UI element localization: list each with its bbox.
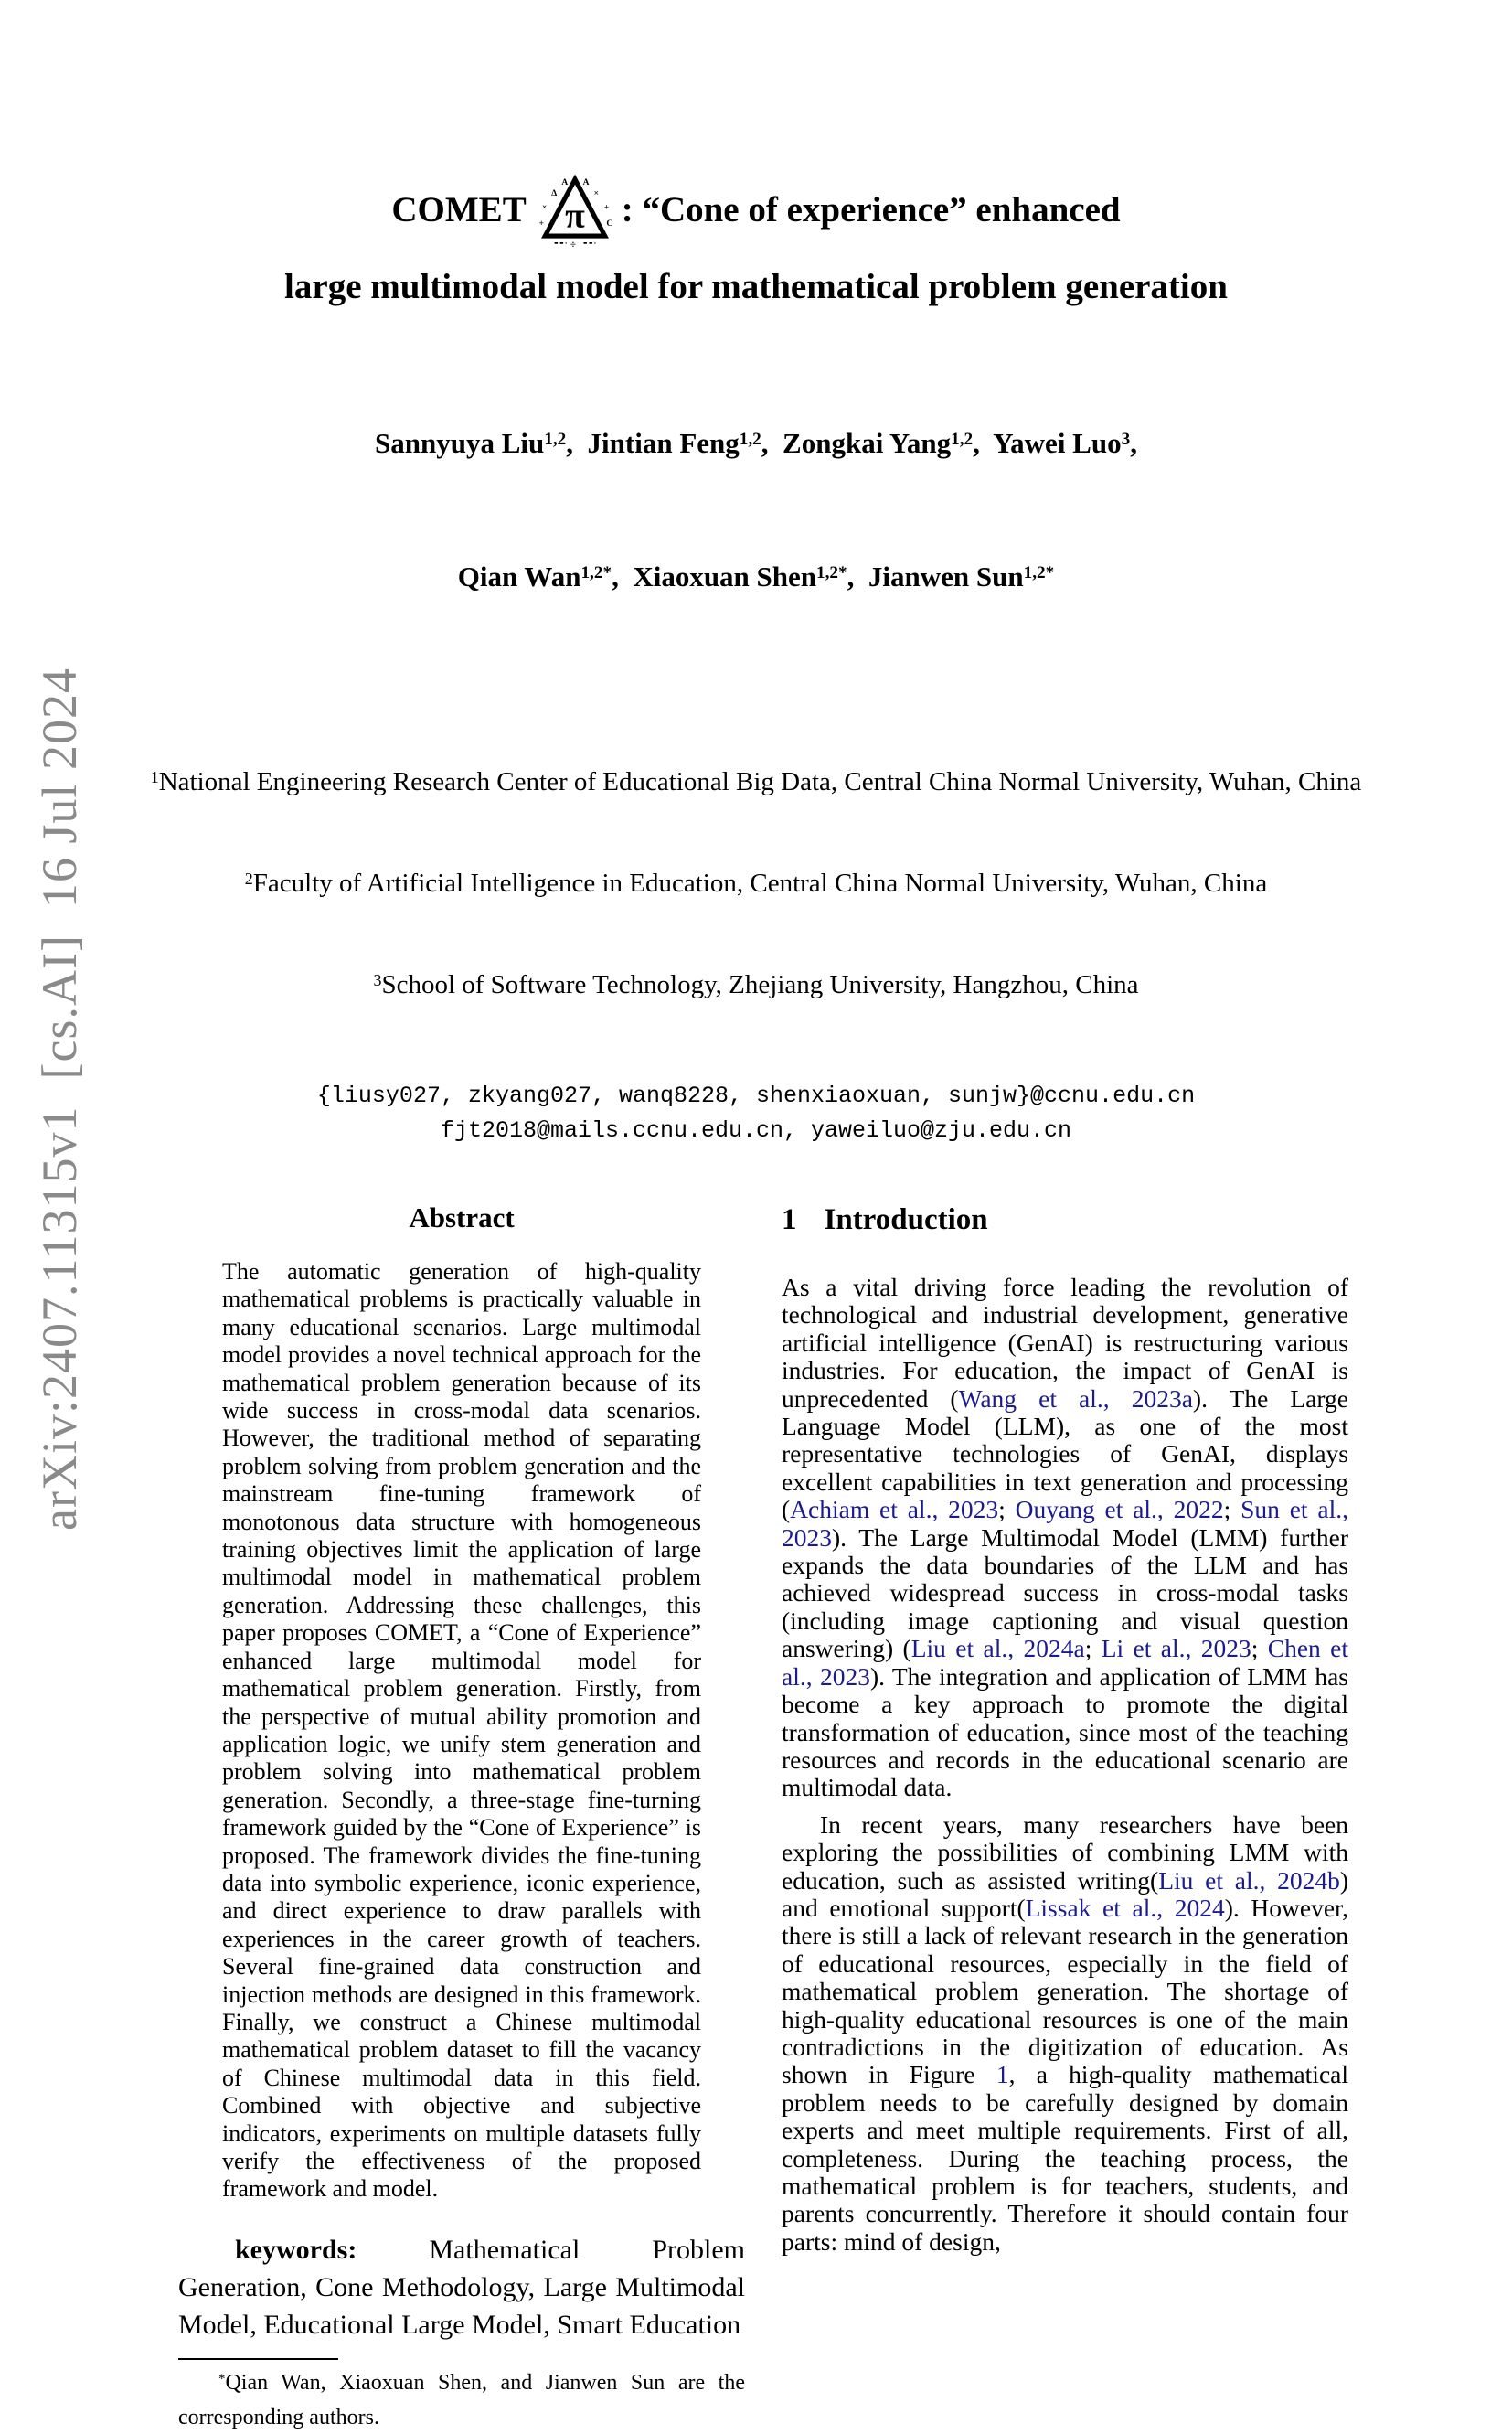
- email-line-1: {liusy027, zkyang027, wanq8228, shenxiaoxuan, sunjw}@ccnu.edu.cn: [316, 1083, 1196, 1109]
- right-column: [782, 1190, 1348, 2256]
- superscript: 1,2*: [816, 563, 847, 583]
- two-column-body: [0, 1190, 1512, 2434]
- abstract-section: [222, 1201, 701, 2204]
- text-segment: ). The Large Language Model (LLM), as one of the most representative technologies of GenAI, displays excellent capabilities in text generation and processing (: [782, 1383, 1348, 1524]
- svg-text:A: A: [582, 178, 590, 188]
- citation-link[interactable]: Ouyang et al., 2022: [1015, 1495, 1224, 1524]
- text-segment: ,: [566, 427, 588, 459]
- text-segment: In recent years, many researchers have been exploring the possibilities of combining LMM with education, such as assisted writing(: [782, 1809, 1348, 1895]
- emails-block: [0, 1079, 1512, 1148]
- superscript: 1,2: [544, 430, 567, 450]
- title-line1-rest: : “Cone of experience” enhanced: [621, 190, 1121, 230]
- superscript: 1: [150, 767, 159, 786]
- svg-text:+: +: [603, 203, 609, 213]
- superscript: 2: [244, 869, 253, 888]
- text-segment: , a high-quality mathematical problem needs to be carefully designed by domain experts and meet multiple requirements. First of all, completeness. During the teaching process, the mathematical problem is for teachers, students, and parents concurrently. Therefore it should contain four parts: mind of design,: [782, 2060, 1348, 2256]
- text-segment: keywords:: [235, 2234, 357, 2265]
- superscript: 1,2: [739, 430, 761, 450]
- section-heading-introduction: [782, 1203, 1348, 1237]
- citation-link[interactable]: Lissak et al., 2024: [1025, 1893, 1225, 1922]
- text-segment: ,: [973, 427, 994, 459]
- superscript: 1,2*: [580, 563, 612, 583]
- text-segment: School of Software Technology, Zhejiang University, Hangzhou, China: [381, 970, 1139, 999]
- text-segment: ,: [847, 560, 868, 592]
- superscript: 1,2*: [1023, 563, 1055, 583]
- text-segment: Mathematical Problem Generation, Cone Methodology, Large Multimodal Model, Educational Large Model, Smart Education: [178, 2234, 745, 2340]
- citation-link[interactable]: Liu et al., 2024a: [910, 1634, 1085, 1663]
- text-segment: ,: [1130, 427, 1137, 459]
- footnote-rule: [178, 2358, 338, 2360]
- text-segment: ;: [998, 1495, 1016, 1524]
- text-segment: Jintian Feng: [587, 427, 740, 459]
- svg-text:A: A: [561, 178, 568, 188]
- text-segment: ). The Large Multimodal Model (LMM) further expands the data boundaries of the LLM and has achieved widespread success in cross-modal tasks (including image captioning and visual question answering) (: [782, 1522, 1348, 1663]
- svg-text:+: +: [538, 219, 544, 229]
- footnote-block: [178, 2358, 745, 2434]
- superscript: 1,2: [951, 430, 974, 450]
- text-segment: ). However, there is still a lack of relevant research in the generation of educational resources, especially in the field of mathematical problem generation. The shortage of high-quality educational resources is one of the main contradictions in the digitization of education. As shown in Figure: [782, 1893, 1348, 2089]
- text-segment: ;: [1251, 1634, 1268, 1663]
- text-segment: Qian Wan, Xiaoxuan Shen, and Jianwen Sun are the corresponding authors.: [178, 2370, 745, 2429]
- svg-text:×: ×: [593, 189, 599, 199]
- svg-text:×: ×: [541, 203, 547, 213]
- arxiv-watermark: arXiv:2407.11315v1 [cs.AI] 16 Jul 2024: [32, 667, 87, 1531]
- text-segment: ,: [761, 427, 783, 459]
- text-segment: Yawei Luo: [993, 427, 1122, 459]
- title-word-comet: COMET: [391, 190, 527, 230]
- citation-link[interactable]: Li et al., 2023: [1101, 1634, 1251, 1663]
- superscript: 3: [1121, 430, 1131, 450]
- text-segment: Sannyuya Liu: [375, 427, 545, 459]
- svg-text:÷: ÷: [570, 239, 576, 251]
- citation-link[interactable]: Sun et al., 2023: [782, 1495, 1348, 1552]
- citation-link[interactable]: Wang et al., 2023a: [958, 1383, 1193, 1413]
- text-segment: ,: [612, 560, 634, 592]
- intro-paragraph-1: [782, 1274, 1348, 1802]
- paper-header: [0, 0, 1512, 1148]
- left-column: [178, 1190, 745, 2434]
- paper-title: [0, 174, 1512, 312]
- abstract-heading: Abstract: [409, 1201, 515, 1233]
- comet-pi-triangle-logo-icon: [536, 178, 614, 257]
- text-segment: National Engineering Research Center of Educational Big Data, Central China Normal University, Wuhan, China: [158, 767, 1362, 796]
- citation-link[interactable]: Liu et al., 2024b: [1158, 1865, 1340, 1895]
- text-segment: Qian Wan: [457, 560, 581, 592]
- superscript: 3: [373, 970, 382, 989]
- text-segment: Zongkai Yang: [783, 427, 952, 459]
- text-segment: Faculty of Artificial Intelligence in Education, Central China Normal University, Wuhan, China: [252, 869, 1268, 898]
- svg-text:Δ: Δ: [550, 189, 557, 199]
- section-number: 1: [782, 1203, 797, 1236]
- text-segment: Jianwen Sun: [868, 560, 1024, 592]
- text-segment: ;: [1223, 1495, 1241, 1524]
- citation-link[interactable]: Chen et al., 2023: [782, 1634, 1349, 1691]
- citation-link[interactable]: Achiam et al., 2023: [790, 1495, 999, 1524]
- affiliation-1: [0, 765, 1512, 801]
- affiliation-2: [0, 867, 1512, 902]
- text-segment: As a vital driving force leading the revolution of technological and industrial development, generative artificial intelligence (GenAI) is restructuring various industries. For education, the impact of GenAI is unprecedented (: [782, 1273, 1348, 1413]
- authors-line-2: [0, 555, 1512, 603]
- footnote: [178, 2367, 745, 2434]
- svg-text:π: π: [564, 195, 585, 236]
- authors-block: [0, 336, 1512, 689]
- superscript: *: [218, 2372, 226, 2387]
- affiliations-block: [0, 699, 1512, 1070]
- abstract-text: The automatic generation of high-quality mathematical problems is practically valuable in many educational scenarios. Large multimodal model provides a novel technical approach for the mathematical problem generation because of its wide success in cross-modal data scenarios. However, the traditional method of separating problem solving from problem generation and the mainstream fine-tuning framework of monotonous data structure with homogeneous training objectives limit the application of large multimodal model in mathematical problem generation. Addressing these challenges, this paper proposes COMET, a “Cone of Experience” enhanced large multimodal model for mathematical problem generation. Firstly, from the perspective of mutual ability promotion and application logic, we unify stem generation and problem solving into mathematical problem generation. Secondly, a three-stage fine-turning framework guided by the “Cone of Experience” is proposed. The framework divides the fine-tuning data into symbolic experience, iconic experience, and direct experience to draw parallels with experiences in the career growth of teachers. Several fine-grained data construction and injection methods are designed in this framework. Finally, we construct a Chinese multimodal mathematical problem dataset to fill the vacancy of Chinese multimodal data in this field. Combined with objective and subjective indicators, experiments on multiple datasets fully verify the effectiveness of the proposed framework and model.: [222, 1258, 701, 2203]
- text-segment: ) and emotional support(: [782, 1865, 1349, 1922]
- email-line-2: fjt2018@mails.ccnu.edu.cn, yaweiluo@zju.edu.cn: [440, 1117, 1072, 1144]
- section-title: Introduction: [824, 1203, 988, 1236]
- authors-line-1: [0, 422, 1512, 469]
- intro-paragraph-2: [782, 1811, 1348, 2257]
- text-segment: Xiaoxuan Shen: [633, 560, 817, 592]
- affiliation-3: [0, 968, 1512, 1004]
- text-segment: ;: [1084, 1634, 1102, 1663]
- svg-text:C: C: [606, 219, 612, 229]
- text-segment: ). The integration and application of LMM has become a key approach to promote the digital transformation of education, since most of the teaching resources and records in the educational scenario are multimodal data.: [782, 1661, 1348, 1802]
- citation-link[interactable]: 1: [996, 2060, 1009, 2089]
- title-line2: large multimodal model for mathematical problem generation: [284, 267, 1228, 306]
- keywords: [178, 2231, 745, 2343]
